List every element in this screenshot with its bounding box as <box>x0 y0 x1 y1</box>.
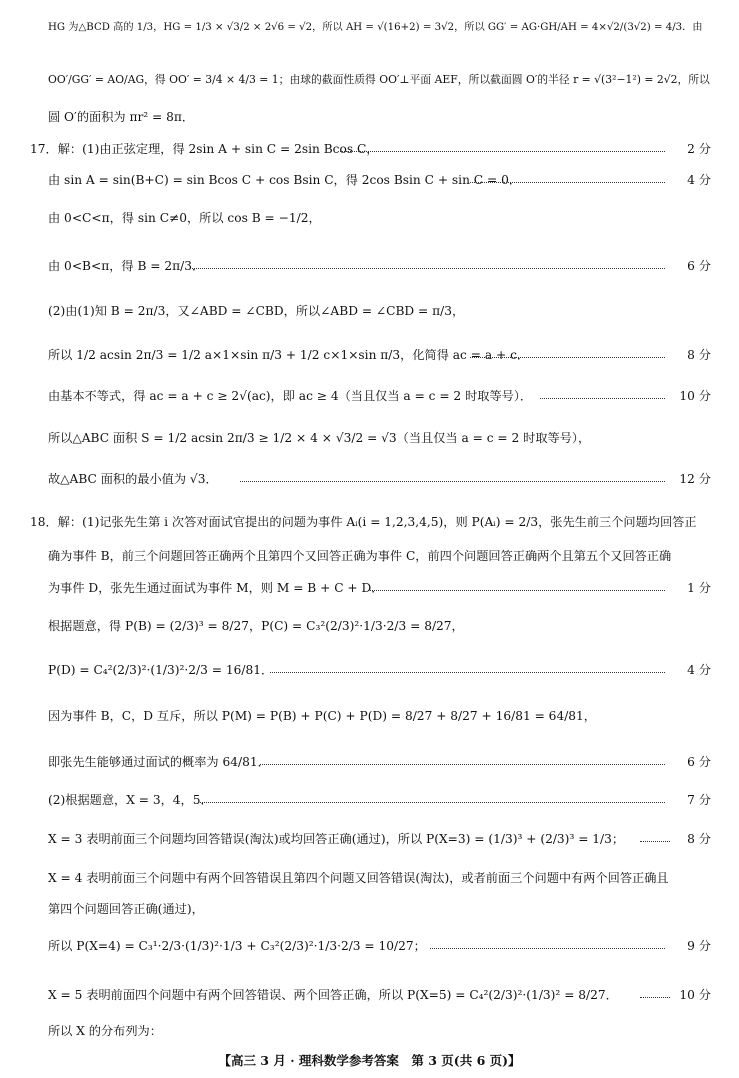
dot-leader <box>260 763 665 765</box>
solution-line: X = 3 表明前面三个问题均回答错误(淘汰)或均回答正确(通过)，所以 P(X=3) = (1/3)³ + (2/3)³ = 1/3； <box>48 832 625 846</box>
score-mark: 8 分 <box>687 348 711 362</box>
dot-leader <box>640 996 670 998</box>
score-mark: 4 分 <box>687 173 711 187</box>
dot-leader <box>270 671 665 673</box>
dot-leader <box>470 356 665 358</box>
dot-leader <box>340 150 665 152</box>
dot-leader <box>470 181 665 183</box>
score-mark: 10 分 <box>679 389 711 403</box>
solution-line: 第四个问题回答正确(通过)， <box>48 902 204 916</box>
score-mark: 4 分 <box>687 663 711 677</box>
solution-line: X = 4 表明前面三个问题中有两个回答错误且第四个问题又回答错误(淘汰)，或者前面三个问题中有两个回答正确且 <box>48 871 669 885</box>
solution-line: 所以△ABC 面积 S = 1/2 acsin 2π/3 ≥ 1/2 × 4 × √3/2 = √3（当且仅当 a = c = 2 时取等号）， <box>48 431 591 445</box>
problem-17-line: 17．解：(1)由正弦定理，得 2sin A + sin C = 2sin Bcos C， <box>30 142 379 156</box>
solution-line: 由 0<B<π，得 B = 2π/3． <box>48 259 205 273</box>
dot-leader <box>640 840 670 842</box>
solution-line: 确为事件 B，前三个问题回答正确两个且第四个又回答正确为事件 C，前四个问题回答正确两个且第五个又回答正确 <box>48 549 672 563</box>
problem-18-line: 18．解：(1)记张先生第 i 次答对面试官提出的问题为事件 Aᵢ(i = 1,2,3,4,5)，则 P(Aᵢ) = 2/3，张先生前三个问题均回答正 <box>30 515 697 529</box>
dot-leader <box>200 801 665 803</box>
solution-line: 故△ABC 面积的最小值为 √3． <box>48 472 218 486</box>
solution-line: (2)根据题意，X = 3，4，5． <box>48 793 213 807</box>
score-mark: 1 分 <box>687 581 711 595</box>
score-mark: 6 分 <box>687 755 711 769</box>
solution-line: X = 5 表明前面四个问题中有两个回答错误、两个回答正确，所以 P(X=5) = C₄²(2/3)²·(1/3)² = 8/27． <box>48 988 618 1002</box>
dot-leader <box>368 589 665 591</box>
solution-line: 为事件 D，张先生通过面试为事件 M，则 M = B + C + D． <box>48 581 384 595</box>
score-mark: 7 分 <box>687 793 711 807</box>
solution-line: 所以 P(X=4) = C₃¹·2/3·(1/3)²·1/3 + C₃²(2/3)²·1/3·2/3 = 10/27； <box>48 939 426 953</box>
score-mark: 8 分 <box>687 832 711 846</box>
solution-line: 因为事件 B，C，D 互斥，所以 P(M) = P(B) + P(C) + P(D) = 8/27 + 8/27 + 16/81 = 64/81， <box>48 709 596 723</box>
dot-leader <box>190 267 665 269</box>
solution-line: (2)由(1)知 B = 2π/3，又∠ABD = ∠CBD，所以∠ABD = ∠CBD = π/3， <box>48 304 465 318</box>
score-mark: 12 分 <box>679 472 711 486</box>
solution-line: 即张先生能够通过面试的概率为 64/81． <box>48 755 270 769</box>
dot-leader <box>540 397 665 399</box>
solution-line: 由基本不等式，得 ac = a + c ≥ 2√(ac)，即 ac ≥ 4（当且仅当 a = c = 2 时取等号）． <box>48 389 533 403</box>
solution-line: 所以 X 的分布列为： <box>48 1024 162 1038</box>
dot-leader <box>240 480 665 482</box>
solution-line: OO′/GG′ = AO/AG，得 OO′ = 3/4 × 4/3 = 1；由球的截面性质得 OO′⊥平面 AEF，所以截面圆 O′的半径 r = √(3²−1²) = 2√2，所以 <box>48 73 710 86</box>
solution-line: HG 为△BCD 高的 1/3，HG = 1/3 × √3/2 × 2√6 = √2，所以 AH = √(16+2) = 3√2，所以 GG′ = AG·GH/AH = 4×√2/(3√2) = 4/3．由 <box>48 22 703 33</box>
solution-line: P(D) = C₄²(2/3)²·(1/3)²·2/3 = 16/81． <box>48 663 274 677</box>
solution-line: 由 sin A = sin(B+C) = sin Bcos C + cos Bsin C，得 2cos Bsin C + sin C = 0． <box>48 173 522 187</box>
page-footer: 【高三 3 月 · 理科数学参考答案 第 3 页(共 6 页)】 <box>218 1053 521 1068</box>
solution-line: 根据题意，得 P(B) = (2/3)³ = 8/27，P(C) = C₃²(2/3)²·1/3·2/3 = 8/27， <box>48 619 464 633</box>
score-mark: 9 分 <box>687 939 711 953</box>
solution-line: 所以 1/2 acsin 2π/3 = 1/2 a×1×sin π/3 + 1/2 c×1×sin π/3，化简得 ac = a + c． <box>48 348 530 362</box>
dot-leader <box>430 947 665 949</box>
solution-line: 圆 O′的面积为 πr² = 8π． <box>48 110 195 124</box>
score-mark: 2 分 <box>687 142 711 156</box>
score-mark: 10 分 <box>679 988 711 1002</box>
solution-line: 由 0<C<π，得 sin C≠0，所以 cos B = −1/2， <box>48 211 321 225</box>
score-mark: 6 分 <box>687 259 711 273</box>
